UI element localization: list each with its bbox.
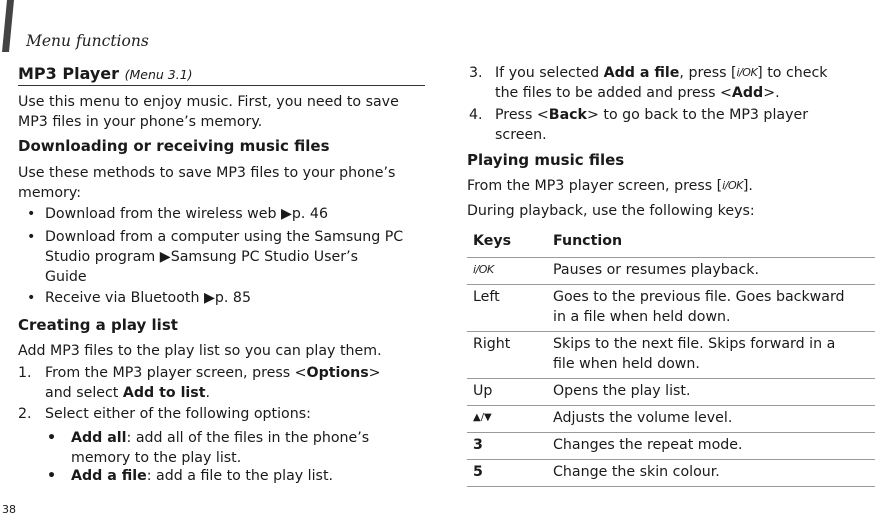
step-text: Press <Back> to go back to the MP3 player screen. [495,107,809,143]
option-text: Add a file: add a file to the play list. [71,468,334,484]
table-row: i/OK Pauses or resumes playback. [467,257,875,284]
step-number: 2. [18,406,32,422]
list-item: • [27,206,36,222]
keys-table [467,229,875,487]
step-text: If you selected Add a file, press [i/OK] to check the files to be added and press <Add>. [495,65,828,101]
header-accent-bar [0,0,14,52]
step-number: 4. [469,107,483,123]
step-text: Select either of the following options: [45,406,311,422]
list-item: • [27,229,36,245]
intro-paragraph: Use this menu to enjoy music. First, you need to save MP3 files in your phone’s memory. [18,94,399,130]
ok-key-icon: i/OK [736,66,758,79]
list-item-text: Download from a computer using the Samsung PC Studio program ▶Samsung PC Studio User’s Guide [45,229,404,285]
option-bullet: • [47,468,57,484]
list-item: • [27,290,36,306]
table-row: 3 Changes the repeat mode. [467,432,875,459]
list-item-text: Receive via Bluetooth ▶p. 85 [45,290,251,306]
step-text: From the MP3 player screen, press <Options> and select Add to list. [45,365,381,401]
table-row: Up Opens the play list. [467,378,875,405]
option-bullet: • [47,430,57,446]
section-title [18,64,193,83]
menu-reference: (Menu 3.1) [124,67,193,82]
ok-key-icon: i/OK [722,179,743,192]
table-row: ▲/▼ Adjusts the volume level. [467,405,875,432]
step-number: 1. [18,365,32,381]
step-number: 3. [469,65,483,81]
playing-instructions: From the MP3 player screen, press [i/OK]. [467,178,753,194]
table-row: Right Skips to the next file. Skips forward in a file when held down. [467,331,875,378]
section-rule [18,85,425,86]
arrow-right-icon: ▶ [280,206,292,222]
playing-heading: Playing music files [467,151,625,169]
volume-keys-icon: ▲/▼ [473,411,492,423]
ok-key-icon: i/OK [473,262,494,276]
playback-keys-intro: During playback, use the following keys: [467,203,755,219]
list-item-text: Download from the wireless web ▶p. 46 [45,206,328,222]
table-header-function: Function [553,233,623,249]
header-title: Menu functions [26,32,149,50]
downloading-intro: Use these methods to save MP3 files to your phone’s memory: [18,165,396,201]
table-row: Left Goes to the previous file. Goes backward in a file when held down. [467,284,875,331]
option-text: Add all: add all of the files in the phone’s memory to the play list. [71,430,370,466]
table-header-keys: Keys [473,233,512,249]
playlist-intro: Add MP3 files to the play list so you can play them. [18,343,382,359]
arrow-right-icon: ▶ [159,249,171,265]
arrow-right-icon: ▶ [203,290,215,306]
section-title-text: MP3 Player [18,64,120,83]
playlist-heading: Creating a play list [18,316,178,334]
downloading-heading: Downloading or receiving music files [18,137,330,155]
page-number: 38 [2,503,16,516]
table-row: 5 Change the skin colour. [467,459,875,486]
